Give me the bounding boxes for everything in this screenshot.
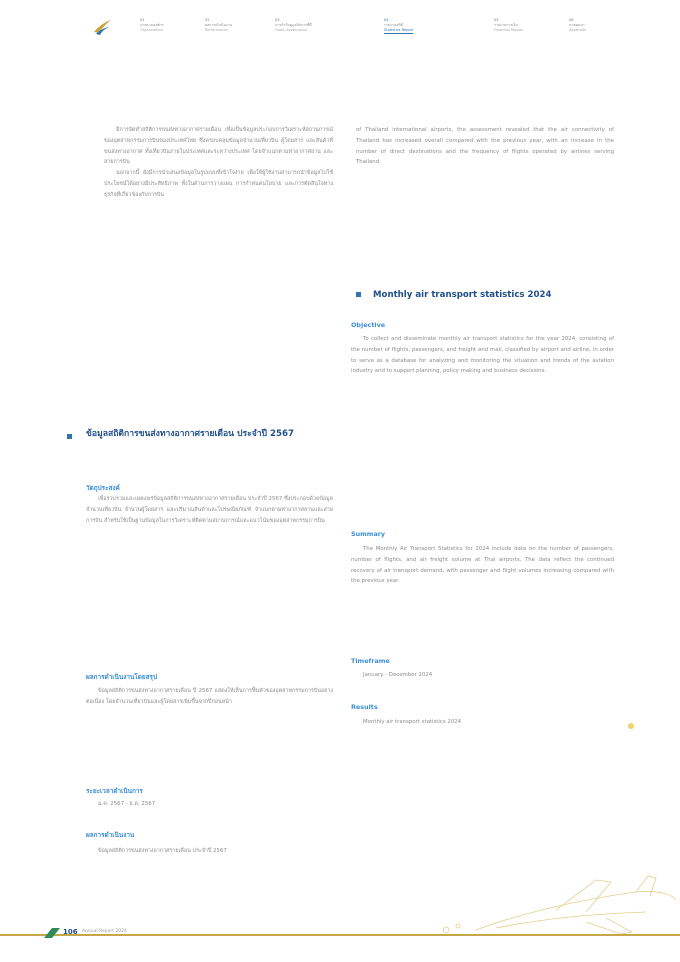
- objective-text-english: To collect and disseminate monthly air transport statistics for the year 2024, consisting of the number of flights, passengers, and freight and mail, classified by airport and airline, in order to serve as a database for analyzing and monitoring the situation and trends of the aviation industry and to support planning, policy making and business decisions.: [351, 336, 614, 375]
- nav-item-organization[interactable]: 01 ภาพรวมองค์กร Organization: [140, 18, 164, 32]
- section-title-english: Monthly air transport statistics 2024: [373, 290, 552, 300]
- right-intro-text: of Thailand international airports, the assessment revealed that the air connectivity of Thailand has increased overall compared with the previous year, with an increase in the number of direct destinations and the frequency of flights operated by airlines serving Thailand.: [356, 127, 614, 166]
- summary-text-english: The Monthly Air Transport Statistics for 2024 include data on the number of passengers, number of flights, and air freight volume at Thai airports. The data reflect the continued recovery of air transport demand, with passenger and flight volumes increasing compared with the previous year.: [351, 546, 614, 585]
- period-heading-thai: ระยะเวลาดำเนินการ: [86, 787, 143, 795]
- nav-item-statistics-report[interactable]: 04 รายงานสถิติ Statistics Report: [384, 18, 414, 32]
- objective-text-thai: เพื่อรวบรวมและเผยแพร่ข้อมูลสถิติการขนส่งทางอากาศรายเดือน ประจำปี 2567 ซึ่งประกอบด้วยข้อมูลจำนวนเที่ยวบิน จำนวนผู้โดยสาร และปริมาณสินค้าและไปรษณียภัณฑ์ จำแนกตามท่าอากาศยานและสายการบิน สำหรับใช้เป็นฐานข้อมูลในการวิเคราะห์ติดตามสถานการณ์และแนวโน้มของอุตสาหกรรมการบิน: [86, 496, 333, 524]
- results-heading-english: Results: [351, 703, 378, 711]
- nav-item-performance[interactable]: 02 ผลการดำเนินงาน Performance: [205, 18, 233, 32]
- airplane-illustration-icon: [436, 870, 680, 940]
- page-arrow-icon: [42, 926, 62, 940]
- intro-paragraph: มีการจัดทำสถิติการขนส่งทางอากาศรายเดือน เพื่อเป็นข้อมูลประกอบการวิเคราะห์สถานการณ์ของอุตสาหกรรมการบินของประเทศไทย ซึ่งครอบคลุมข้อมูลจำนวนเที่ยวบิน ผู้โดยสาร และสินค้าที่ขนส่งทางอากาศ ทั้งเที่ยวบินภายในประเทศและระหว่างประเทศ โดยจำแนกตามท่าอากาศยาน และสายการบิน: [104, 127, 333, 166]
- summary-heading-thai: ผลการดำเนินงานโดยสรุป: [86, 673, 158, 681]
- logo-caption: [90, 36, 114, 41]
- nav-item-appendix[interactable]: 06 ภาคผนวก Appendix: [569, 18, 586, 32]
- result-heading-thai: ผลการดำเนินงาน: [86, 831, 135, 839]
- objective-heading-english: Objective: [351, 321, 386, 329]
- section-title-thai: ข้อมูลสถิติการขนส่งทางอากาศรายเดือน ประจำปี 2567: [86, 429, 294, 439]
- period-text-thai: ม.ค. 2567 - ธ.ค. 2567: [98, 801, 156, 807]
- footer-divider: [0, 934, 680, 936]
- nav-item-good-governance[interactable]: 03 การกำกับดูแลกิจการที่ดี Good Governance: [275, 18, 312, 32]
- section-bullet-icon: [67, 434, 72, 439]
- summary-heading-english: Summary: [351, 530, 386, 538]
- timeframe-text-english: January - December 2024: [363, 672, 433, 678]
- results-text-english: Monthly air transport statistics 2024: [363, 719, 462, 725]
- section-bullet-icon: [356, 292, 361, 297]
- page-number: 106: [63, 928, 78, 936]
- intro-paragraph: นอกจากนี้ ยังมีการนำเสนอข้อมูลในรูปแบบที่เข้าใจง่าย เพื่อให้ผู้ใช้งานสามารถนำข้อมูลไปใช้ประโยชน์ได้อย่างมีประสิทธิภาพ ทั้งในด้านการวางแผน การกำหนดนโยบาย และการตัดสินใจทางธุรกิจที่เกี่ยวข้องกับการบิน: [104, 170, 333, 198]
- report-name: Annual Report 2024: [82, 929, 127, 934]
- page-header: [0, 0, 680, 52]
- summary-text-thai: ข้อมูลสถิติการขนส่งทางอากาศรายเดือน ปี 2567 แสดงให้เห็นการฟื้นตัวของอุตสาหกรรมการบินอย่างต่อเนื่อง โดยจำนวนเที่ยวบินและผู้โดยสารเพิ่มขึ้นจากปีก่อนหน้า: [86, 688, 333, 705]
- nav-item-financial-report[interactable]: 05 รายงานการเงิน Financial Report: [494, 18, 523, 32]
- objective-heading-thai: วัตถุประสงค์: [86, 484, 120, 492]
- timeframe-heading-english: Timeframe: [351, 657, 390, 665]
- left-intro-text: [104, 125, 333, 201]
- result-text-thai: ข้อมูลสถิติการขนส่งทางอากาศรายเดือน ประจำปี 2567: [98, 848, 227, 854]
- decorative-dot-icon: [628, 723, 634, 729]
